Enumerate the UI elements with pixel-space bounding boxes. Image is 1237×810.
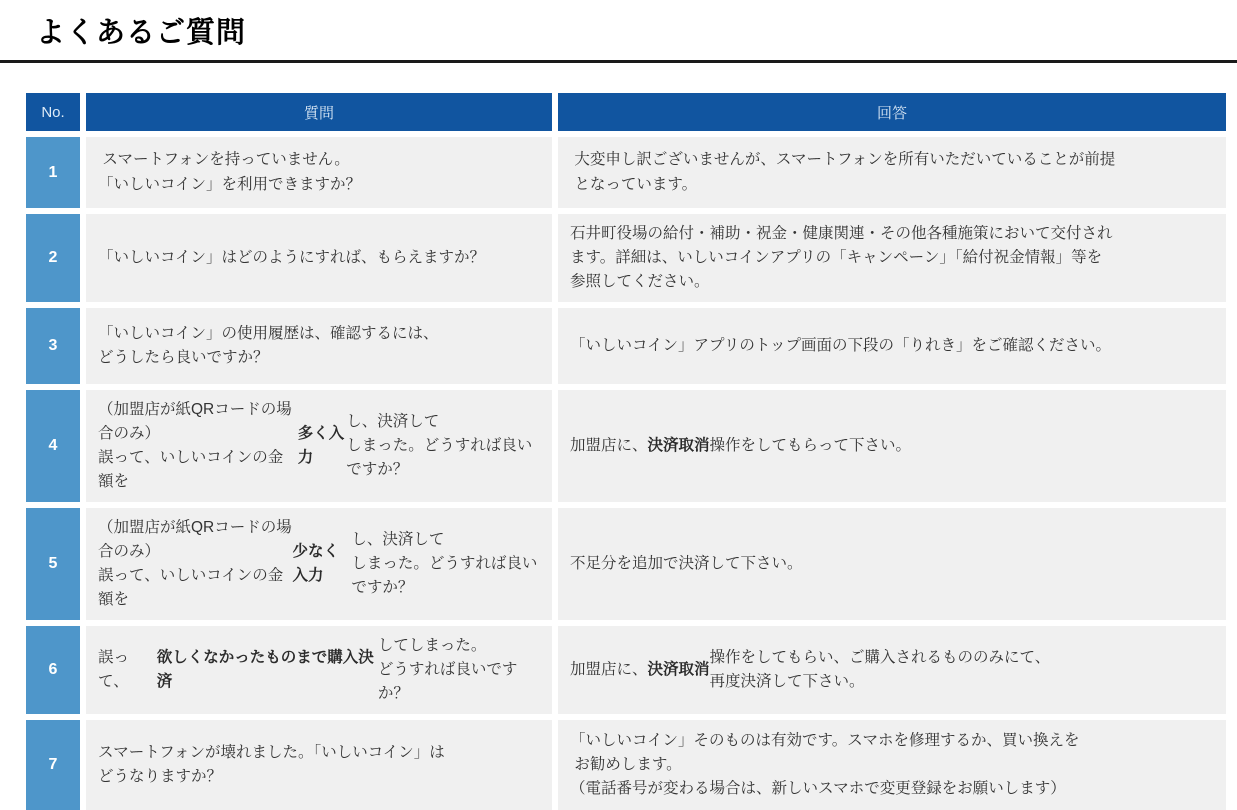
text-segment: 大変申し訳ございませんが、スマートフォンを所有いただいていることが前提 となっています。 xyxy=(574,151,1116,193)
text-segment: 「いしいコイン」の使用履歴は、確認するには、 どうしたら良いですか？ xyxy=(98,325,439,367)
row-number-cell: 5 xyxy=(26,508,80,620)
text-segment: 加盟店に、 xyxy=(570,661,648,679)
answer-cell xyxy=(558,308,1226,384)
emphasized-text: 多く入力 xyxy=(297,425,345,467)
text-segment: 「いしいコイン」そのものは有効です。スマホを修理するか、買い換えを お勧めします。 （電話番号が変わる場合は、新しいスマホで変更登録をお願いします） xyxy=(570,732,1080,798)
table-row xyxy=(26,720,1226,810)
answer-cell xyxy=(558,390,1226,502)
answer-cell xyxy=(558,626,1226,714)
answer-cell xyxy=(558,508,1226,620)
question-cell xyxy=(86,626,552,714)
text-segment: し、決済して しまった。どうすれば良いですか？ xyxy=(346,413,533,479)
answer-cell xyxy=(558,137,1226,208)
text-segment: 操作をしてもらって下さい。 xyxy=(709,437,912,455)
table-row xyxy=(26,308,1226,384)
row-number-cell: 3 xyxy=(26,308,80,384)
page-title: よくあるご質問 xyxy=(36,17,247,49)
row-number-cell: 2 xyxy=(26,214,80,302)
row-number-cell: 7 xyxy=(26,720,80,810)
table-row xyxy=(26,390,1226,502)
text-segment: 石井町役場の給付・補助・祝金・健康関連・その他各種施策において交付され ます。詳細は、いしいコインアプリの「キャンペーン」「給付祝金情報」等を 参照してください。 xyxy=(570,225,1113,291)
question-cell xyxy=(86,390,552,502)
text-segment: スマートフォンが壊れました。「いしいコイン」は どうなりますか？ xyxy=(98,744,445,786)
text-segment: スマートフォンを持っていません。 「いしいコイン」を利用できますか？ xyxy=(98,151,362,193)
faq-table xyxy=(26,93,1226,810)
table-header-row xyxy=(26,93,1226,131)
table-row xyxy=(26,137,1226,208)
text-segment: 「いしいコイン」はどのようにすれば、もらえますか？ xyxy=(98,249,486,267)
text-segment: し、決済して しまった。どうすれば良いですか？ xyxy=(351,531,538,597)
emphasized-text: 少なく入力 xyxy=(292,543,339,585)
row-number-cell: 4 xyxy=(26,390,80,502)
text-segment: （加盟店が紙QRコードの場合のみ） 誤って、いしいコインの金額を xyxy=(98,401,292,491)
text-segment: （加盟店が紙QRコードの場合のみ） 誤って、いしいコインの金額を xyxy=(98,519,292,609)
header-question: 質問 xyxy=(86,93,552,131)
question-cell xyxy=(86,720,552,810)
row-number-cell: 1 xyxy=(26,137,80,208)
text-segment: 加盟店に、 xyxy=(570,437,648,455)
question-cell xyxy=(86,508,552,620)
text-segment: 操作をしてもらい、ご購入されるもののみにて、 再度決済して下さい。 xyxy=(709,649,1051,691)
question-cell xyxy=(86,214,552,302)
emphasized-text: 決済取消 xyxy=(647,661,710,679)
table-row xyxy=(26,626,1226,714)
text-segment: 「いしいコイン」アプリのトップ画面の下段の「りれき」をご確認ください。 xyxy=(570,337,1111,355)
question-cell xyxy=(86,137,552,208)
emphasized-text: 決済取消 xyxy=(647,437,710,455)
answer-cell xyxy=(558,720,1226,810)
table-row xyxy=(26,214,1226,302)
table-row xyxy=(26,508,1226,620)
header-answer: 回答 xyxy=(558,93,1226,131)
page-header xyxy=(0,0,1237,63)
question-cell xyxy=(86,308,552,384)
header-no: No. xyxy=(26,93,80,131)
row-number-cell: 6 xyxy=(26,626,80,714)
text-segment: 誤って、 xyxy=(98,649,130,691)
answer-cell xyxy=(558,214,1226,302)
emphasized-text: 欲しくなかったものまで購入決済 xyxy=(156,649,374,691)
text-segment: 不足分を追加で決済して下さい。 xyxy=(570,555,803,573)
text-segment: してしまった。 どうすれば良いですか？ xyxy=(377,637,518,703)
